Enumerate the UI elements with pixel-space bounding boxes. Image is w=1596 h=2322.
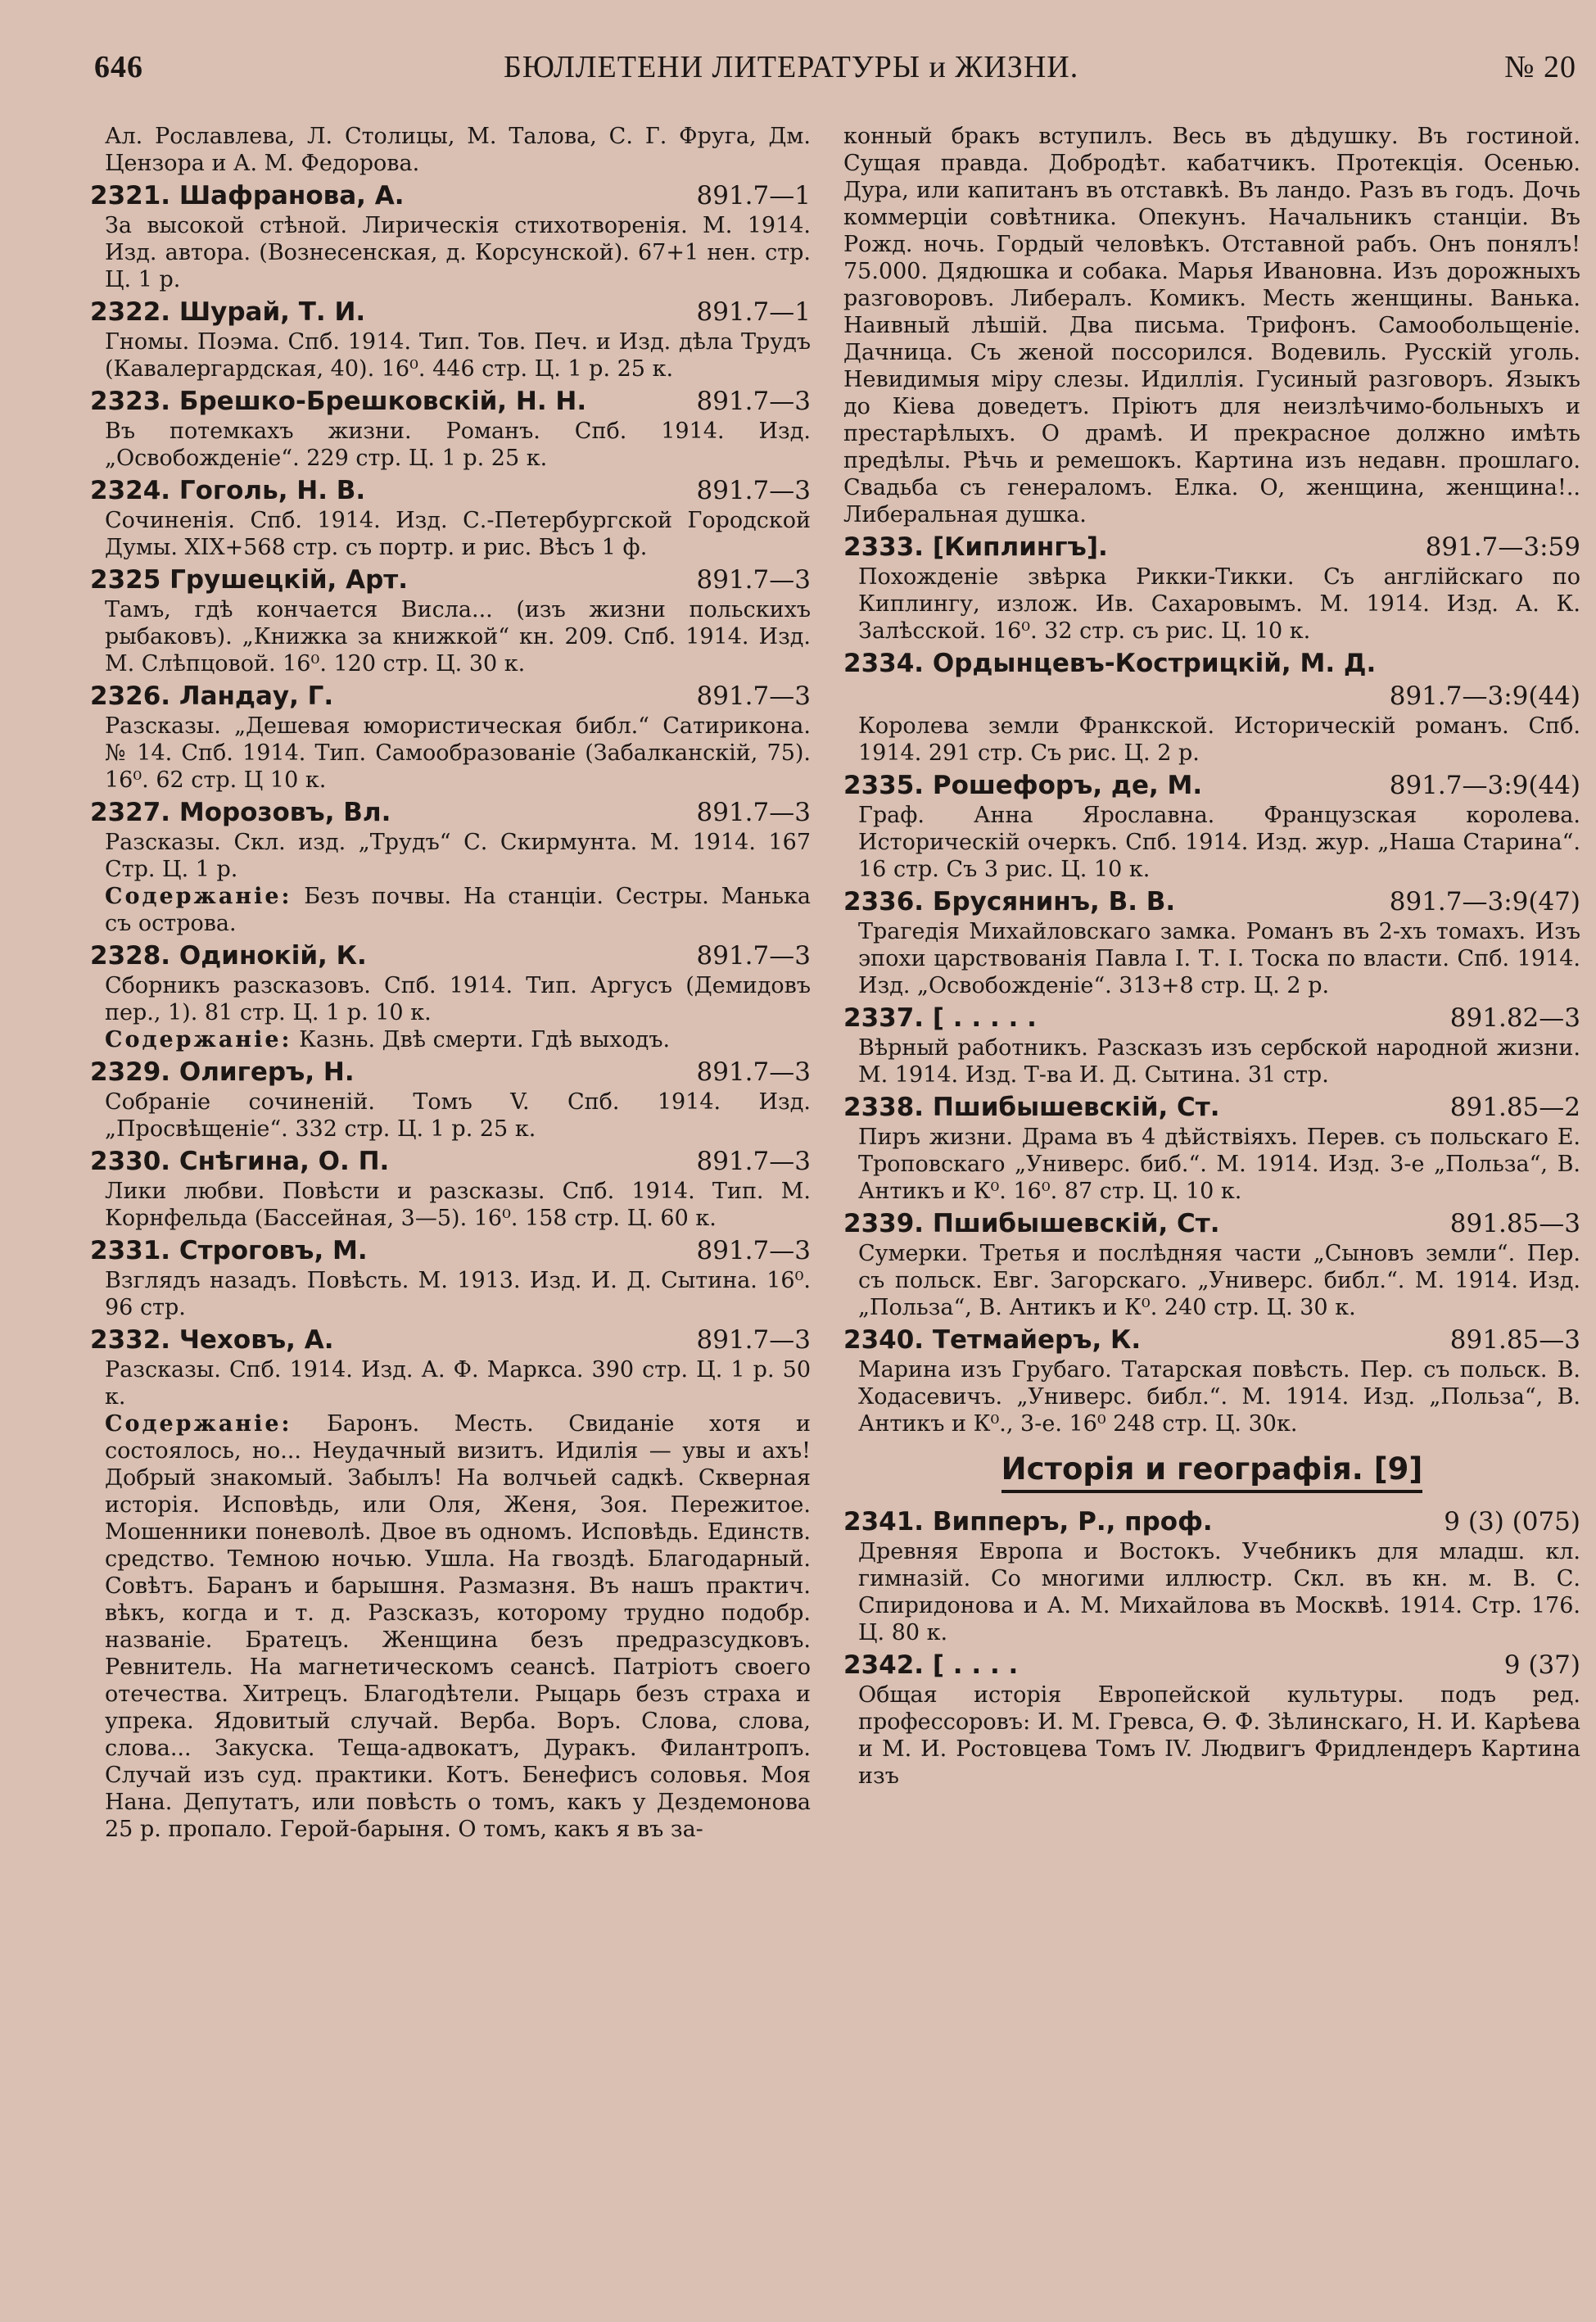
entry-description: Марина изъ Грубаго. Татарская повѣсть. Пер. съ польск. В. Ходасевичъ. „Универс. библ.“. М. 1914. Изд. „Польза“, В. Антикъ и К⁰., 3-е. 16⁰ 248 стр. Ц. 30к. bbox=[858, 1357, 1580, 1437]
bibliography-entry bbox=[90, 179, 811, 293]
entry-classification: 891.7—3 bbox=[696, 1147, 811, 1176]
bibliography-entry bbox=[843, 769, 1580, 883]
section-title: Исторія и географія. [9] bbox=[1001, 1451, 1423, 1493]
bibliography-entry bbox=[90, 1145, 811, 1232]
left-column bbox=[90, 123, 811, 1843]
bibliography-entry bbox=[843, 1091, 1580, 1205]
section-heading bbox=[843, 1451, 1580, 1487]
contents-label: Содержаніе: bbox=[105, 1027, 292, 1052]
contents-label: Содержаніе: bbox=[105, 1411, 292, 1437]
entry-author: 2341. Випперъ, Р., проф. bbox=[843, 1507, 1213, 1537]
entry-description: Собраніе сочиненій. Томъ V. Спб. 1914. Изд. „Просвѣщеніе“. 332 стр. Ц. 1 р. 25 к. bbox=[105, 1089, 811, 1142]
bibliography-entry bbox=[843, 1207, 1580, 1321]
bibliography-entry bbox=[90, 939, 811, 1053]
entry-classification: 891.7—3 bbox=[696, 476, 811, 505]
entry-description: Въ потемкахъ жизни. Романъ. Спб. 1914. Изд. „Освобожденіе“. 229 стр. Ц. 1 р. 25 к. bbox=[105, 419, 811, 471]
entry-heading bbox=[843, 647, 1580, 680]
entry-description: Разсказы. „Дешевая юмористическая библ.“ Сатирикона. № 14. Спб. 1914. Тип. Самообразованіе (Забалканскій, 75). 16⁰. 62 стр. Ц 10 к. bbox=[105, 713, 811, 793]
contents-label: Содержаніе: bbox=[105, 884, 292, 909]
entry-heading bbox=[843, 769, 1580, 802]
right-column bbox=[843, 123, 1580, 1790]
entry-heading bbox=[843, 1505, 1580, 1538]
entry-description: Тамъ, гдѣ кончается Висла... (изъ жизни польскихъ рыбаковъ). „Книжка за книжкой“ кн. 209. Спб. 1914. Изд. М. Слѣпцовой. 16⁰. 120 стр. Ц. 30 к. bbox=[105, 597, 811, 677]
entry-heading bbox=[843, 1207, 1580, 1240]
entry-author: 2342. [ . . . . bbox=[843, 1650, 1019, 1680]
entry-classification: 891.7—3:9(44) bbox=[1389, 681, 1580, 711]
entry-classification: 891.85—3 bbox=[1449, 1325, 1580, 1355]
right-entries bbox=[843, 531, 1580, 1437]
entry-heading bbox=[843, 1091, 1580, 1124]
entry-description: Сочиненія. Спб. 1914. Изд. С.-Петербургской Городской Думы. XIX+568 стр. съ портр. и рис. Вѣсъ 1 ф. bbox=[105, 508, 811, 560]
entry-description: Общая исторія Европейской культуры. подъ ред. профессоровъ: И. М. Гревса, Ѳ. Ф. Зѣлинскаго, Н. И. Карѣева и М. И. Ростовцева Томъ IV. Людвигъ Фридлендеръ Картина изъ bbox=[858, 1682, 1580, 1789]
entry-heading bbox=[90, 796, 811, 829]
entry-description: Взглядъ назадъ. Повѣсть. М. 1913. Изд. И. Д. Сытина. 16⁰. 96 стр. bbox=[105, 1268, 811, 1320]
entry-heading bbox=[90, 296, 811, 328]
entry-description: Граф. Анна Ярославна. Французская королева. Историческій очеркъ. Спб. 1914. Изд. жур. „Наша Старина“. 16 стр. Съ 3 рис. Ц. 10 к. bbox=[858, 803, 1580, 882]
entry-classification: 891.7—3 bbox=[696, 941, 811, 971]
entry-heading bbox=[90, 1145, 811, 1178]
entry-classification: 891.7—3 bbox=[696, 681, 811, 711]
entry-author: 2340. Тетмайеръ, К. bbox=[843, 1325, 1142, 1355]
entry-description: Древняя Европа и Востокъ. Учебникъ для младш. кл. гимназій. Со многими иллюстр. Скл. въ кн. м. В. С. Спиридонова и А. М. Михайлова въ Москвѣ. 1914. Стр. 176. Ц. 80 к. bbox=[858, 1539, 1580, 1645]
entry-heading bbox=[90, 564, 811, 596]
bibliography-entry bbox=[843, 1649, 1580, 1790]
entry-classification: 891.7—3 bbox=[696, 1325, 811, 1355]
entry-author: 2327. Морозовъ, Вл. bbox=[90, 798, 391, 827]
entry-classification: 891.7—3 bbox=[696, 1057, 811, 1087]
entry-contents bbox=[90, 883, 811, 937]
entry-description: Сборникъ разсказовъ. Спб. 1914. Тип. Аргусъ (Демидовъ пер., 1). 81 стр. Ц. 1 р. 10 к. bbox=[105, 973, 811, 1025]
entry-contents bbox=[90, 1410, 811, 1843]
entry-author: 2334. Ордынцевъ-Кострицкій, М. Д. bbox=[843, 649, 1377, 678]
bibliography-entry bbox=[90, 296, 811, 382]
entry-author: 2333. [Киплингъ]. bbox=[843, 532, 1108, 562]
entry-author: 2321. Шафранова, А. bbox=[90, 181, 405, 210]
entry-classification: 891.7—1 bbox=[696, 297, 811, 327]
bibliography-entry bbox=[843, 1324, 1580, 1437]
continuation-text: Ал. Рославлева, Л. Столицы, М. Талова, С. Г. Фруга, Дм. Цензора и А. М. Федорова. bbox=[105, 124, 811, 176]
bibliography-entry bbox=[843, 647, 1580, 767]
entry-description: Лики любви. Повѣсти и разсказы. Спб. 1914. Тип. М. Корнфельда (Бассейная, 3—5). 16⁰. 158 стр. Ц. 60 к. bbox=[105, 1179, 811, 1231]
entry-author: 2325 Грушецкій, Арт. bbox=[90, 565, 409, 595]
bibliography-entry bbox=[90, 1056, 811, 1143]
bibliography-entry bbox=[90, 564, 811, 677]
bibliography-entry bbox=[843, 1505, 1580, 1646]
entry-classification: 891.7—3:59 bbox=[1425, 532, 1580, 562]
entry-author: 2330. Снѣгина, О. П. bbox=[90, 1147, 390, 1176]
entry-author: 2336. Брусянинъ, В. В. bbox=[843, 887, 1176, 917]
entry-description: За высокой стѣной. Лирическія стихотворенія. М. 1914. Изд. автора. (Вознесенская, д. Корсунской). 67+1 нен. стр. Ц. 1 р. bbox=[105, 213, 811, 292]
entry-description: Вѣрный работникъ. Разсказъ изъ сербской народной жизни. М. 1914. Изд. Т-ва И. Д. Сытина. 31 стр. bbox=[858, 1035, 1580, 1088]
entry-author: 2322. Шурай, Т. И. bbox=[90, 297, 366, 327]
entry-heading bbox=[843, 1002, 1580, 1034]
entry-classification: 891.85—2 bbox=[1449, 1093, 1580, 1122]
bibliography-entry bbox=[843, 1002, 1580, 1089]
entry-author: 2339. Пшибышевскій, Ст. bbox=[843, 1209, 1220, 1238]
entry-heading bbox=[90, 385, 811, 418]
entry-classification: 891.82—3 bbox=[1449, 1003, 1580, 1033]
issue-number: № 20 bbox=[1504, 50, 1576, 84]
entry-heading bbox=[90, 939, 811, 972]
bibliography-entry bbox=[90, 385, 811, 472]
entry-author: 2326. Ландау, Г. bbox=[90, 681, 334, 711]
entry-classification: 891.7—3:9(47) bbox=[1389, 887, 1580, 917]
entry-classification: 891.7—3:9(44) bbox=[1389, 771, 1580, 800]
entry-contents bbox=[90, 1026, 811, 1053]
entry-heading bbox=[843, 1649, 1580, 1682]
bibliography-entry bbox=[90, 680, 811, 794]
entry-classification: 9 (37) bbox=[1503, 1650, 1580, 1680]
entry-description: Сумерки. Третья и послѣдняя части „Сыновъ земли“. Пер. съ польск. Евг. Загорскаго. „Универс. библ.“. М. 1914. Изд. „Польза“, В. Антикъ и К⁰. 240 стр. Ц. 30 к. bbox=[858, 1241, 1580, 1320]
entry-author: 2328. Одинокій, К. bbox=[90, 941, 367, 971]
entry-author: 2324. Гоголь, Н. В. bbox=[90, 476, 366, 505]
entry-heading bbox=[843, 531, 1580, 564]
entry-description: Пиръ жизни. Драма въ 4 дѣйствіяхъ. Перев. съ польскаго Е. Троповскаго „Универс. биб.“. М. 1914. Изд. 3-е „Польза“, В. Антикъ и К⁰. 16⁰. 87 стр. Ц. 10 к. bbox=[858, 1125, 1580, 1204]
entry-author: 2331. Строговъ, М. bbox=[90, 1236, 368, 1265]
entry-classification: 891.7—3 bbox=[696, 565, 811, 595]
entry-author: 2337. [ . . . . . bbox=[843, 1003, 1037, 1033]
bibliography-entry bbox=[90, 1324, 811, 1843]
bibliography-entry bbox=[90, 474, 811, 561]
entry-heading bbox=[90, 474, 811, 507]
bibliography-entry bbox=[843, 531, 1580, 645]
entry-classification: 891.7—3 bbox=[696, 387, 811, 416]
entry-author: 2338. Пшибышевскій, Ст. bbox=[843, 1093, 1220, 1122]
entry-classification: 891.7—3 bbox=[696, 1236, 811, 1265]
page-number: 646 bbox=[94, 50, 143, 84]
entry-heading bbox=[843, 885, 1580, 918]
continuation-text: конный бракъ вступилъ. Весь въ дѣдушку. Въ гостиной. Сущая правда. Добродѣт. кабатчикъ. Протекція. Осенью. Дура, или капитанъ въ отставкѣ. Въ ландо. Разъ въ годъ. Дочь коммерціи совѣтника. Опекунъ. Начальникъ станціи. Въ Рожд. ночь. Гордый человѣкъ. Отставной рабъ. Онъ понялъ! 75.000. Дядюшка и собака. Марья Ивановна. Изъ дорожныхъ разговоровъ. Либералъ. Комикъ. Месть женщины. Ванька. Наивный лѣшій. Два письма. Трифонъ. Самообольщеніе. Дачница. Съ женой поссорился. Водевиль. Русскій уголь. Невидимыя міру слезы. Идиллія. Гусиный разговоръ. Языкъ до Кіева доведетъ. Пріютъ для неизлѣчимо-больныхъ и престарѣлыхъ. О драмѣ. И прекрасное должно имѣть предѣлы. Рѣчь и ремешокъ. Картина изъ недавн. прошлаго. Свадьба съ генераломъ. Елка. О, женщина, женщина!.. Либеральная душка. bbox=[843, 124, 1580, 527]
entry-author: 2332. Чеховъ, А. bbox=[90, 1325, 334, 1355]
contents-list: Казнь. Двѣ смерти. Гдѣ выходъ. bbox=[299, 1027, 671, 1052]
entry-heading bbox=[90, 1324, 811, 1356]
bibliography-entry bbox=[90, 796, 811, 937]
page-header bbox=[94, 49, 1576, 95]
entry-description: Трагедія Михайловскаго замка. Романъ въ 2-хъ томахъ. Изъ эпохи царствованія Павла I. Т. I. Тоска по власти. Спб. 1914. Изд. „Освобожденіе“. 313+8 стр. Ц. 2 р. bbox=[858, 919, 1580, 998]
right-entries-history bbox=[843, 1505, 1580, 1790]
entry-classification: 891.7—3 bbox=[696, 798, 811, 827]
entry-description: Королева земли Франкской. Историческій романъ. Спб. 1914. 291 стр. Съ рис. Ц. 2 р. bbox=[858, 713, 1580, 766]
entry-description: Разсказы. Скл. изд. „Трудъ“ С. Скирмунта. М. 1914. 167 Стр. Ц. 1 р. bbox=[105, 830, 811, 882]
entry-author: 2335. Рошефоръ, де, М. bbox=[843, 771, 1203, 800]
running-title: БЮЛЛЕТЕНИ ЛИТЕРАТУРЫ и ЖИЗНИ. bbox=[504, 50, 1079, 84]
entry-heading bbox=[90, 179, 811, 212]
entry-classification: 891.7—1 bbox=[696, 181, 811, 210]
entry-classification: 891.85—3 bbox=[1449, 1209, 1580, 1238]
contents-list: Баронъ. Месть. Свиданіе хотя и состоялось, но... Неудачный визитъ. Идилія — увы и ахъ! Добрый знакомый. Забылъ! На волчьей садкѣ. Скверная исторія. Исповѣдь, или Оля, Женя, Зоя. Пережитое. Мошенники поневолѣ. Двое въ одномъ. Исповѣдь. Единств. средство. Темною ночью. Ушла. На гвоздѣ. Благодарный. Совѣтъ. Баранъ и барышня. Размазня. Въ нашъ практич. вѣкъ, когда и т. д. Разсказъ, которому трудно подобр. названіе. Братецъ. Женщина безъ предразсудковъ. Ревнитель. На магнетическомъ сеансѣ. Патріотъ своего отечества. Хитрецъ. Благодѣтели. Рыцарь безъ страха и упрека. Ядовитый случай. Верба. Воръ. Слова, слова, слова... Закуска. Теща-адвокатъ, Дуракъ. Филантропъ. Случай изъ суд. практики. Котъ. Бенефисъ соловья. Моя Нана. Депутатъ, или повѣсть о томъ, какъ у Дездемонова 25 р. пропало. Герой-барыня. О томъ, какъ я въ за- bbox=[105, 1411, 811, 1842]
entry-description: Гномы. Поэма. Спб. 1914. Тип. Тов. Печ. и Изд. дѣла Трудъ (Кавалергардская, 40). 16⁰. 446 стр. Ц. 1 р. 25 к. bbox=[105, 329, 811, 382]
entry-author: 2323. Брешко-Брешковскій, Н. Н. bbox=[90, 387, 587, 416]
entry-heading bbox=[90, 1234, 811, 1267]
entry-classification: 9 (3) (075) bbox=[1444, 1507, 1580, 1537]
contents-list: Безъ почвы. На станціи. Сестры. Манька съ острова. bbox=[105, 884, 811, 936]
entry-description: Похожденіе звѣрка Рикки-Тикки. Съ англійскаго по Киплингу, излож. Ив. Сахаровымъ. М. 1914. Изд. А. К. Залѣсской. 16⁰. 32 стр. съ рис. Ц. 10 к. bbox=[858, 564, 1580, 644]
entry-heading bbox=[90, 680, 811, 713]
entry-heading bbox=[90, 1056, 811, 1089]
left-entries bbox=[90, 179, 811, 1843]
entry-heading bbox=[843, 1324, 1580, 1356]
entry-description: Разсказы. Спб. 1914. Изд. А. Ф. Маркса. 390 стр. Ц. 1 р. 50 к. bbox=[105, 1357, 811, 1410]
bibliography-entry bbox=[90, 1234, 811, 1321]
entry-author: 2329. Олигеръ, Н. bbox=[90, 1057, 355, 1087]
bibliography-entry bbox=[843, 885, 1580, 999]
